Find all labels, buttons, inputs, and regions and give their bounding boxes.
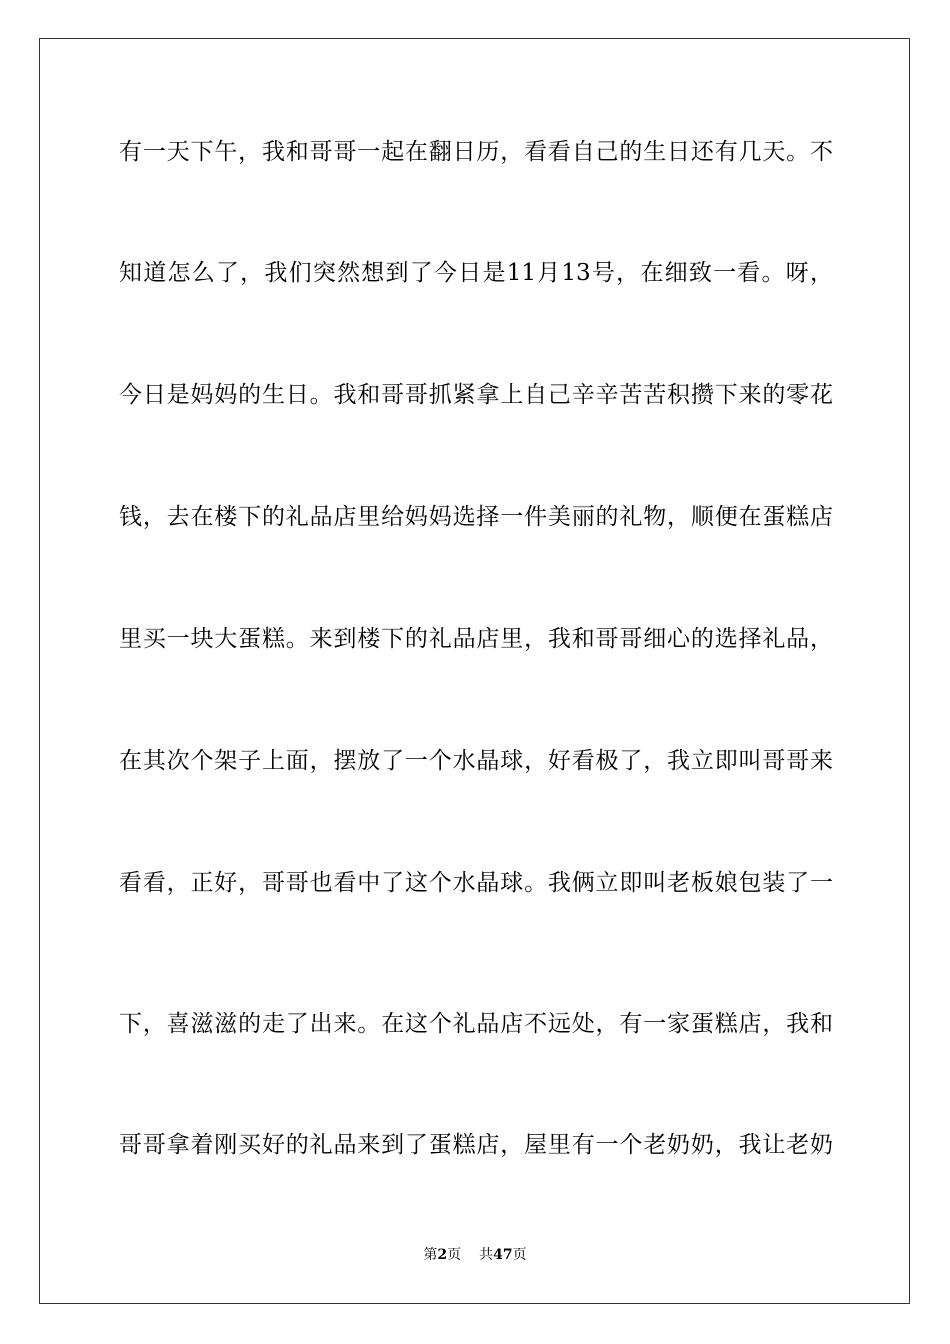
total-pages: 47 <box>493 1247 513 1263</box>
page-prefix: 第 <box>423 1247 438 1263</box>
body-text-line-3: 今日是妈妈的生日。我和哥哥抓紧拿上自己辛辛苦苦积攒下来的零花 <box>119 382 833 408</box>
body-text-line-8: 下，喜滋滋的走了出来。在这个礼品店不远处，有一家蛋糕店，我和 <box>119 1011 833 1037</box>
body-text-line-4: 钱，去在楼下的礼品店里给妈妈选择一件美丽的礼物，顺便在蛋糕店 <box>119 504 833 530</box>
total-suffix: 页 <box>512 1247 527 1263</box>
page-border <box>39 38 910 1304</box>
body-text-line-5: 里买一块大蛋糕。来到楼下的礼品店里，我和哥哥细心的选择礼品， <box>119 626 833 652</box>
total-prefix: 共 <box>479 1247 494 1263</box>
body-text-line-9: 哥哥拿着刚买好的礼品来到了蛋糕店，屋里有一个老奶奶，我让老奶 <box>119 1132 833 1158</box>
body-text-line-2: 知道怎么了，我们突然想到了今日是11月13号，在细致一看。呀， <box>119 260 833 286</box>
body-text-line-6: 在其次个架子上面，摆放了一个水晶球，好看极了，我立即叫哥哥来 <box>119 748 833 774</box>
page-footer <box>0 1246 950 1264</box>
page-number: 2 <box>437 1247 448 1263</box>
page-suffix: 页 <box>447 1247 462 1263</box>
body-text-line-7: 看看，正好，哥哥也看中了这个水晶球。我俩立即叫老板娘包装了一 <box>119 870 833 896</box>
body-text-line-1: 有一天下午，我和哥哥一起在翻日历，看看自己的生日还有几天。不 <box>119 139 833 165</box>
